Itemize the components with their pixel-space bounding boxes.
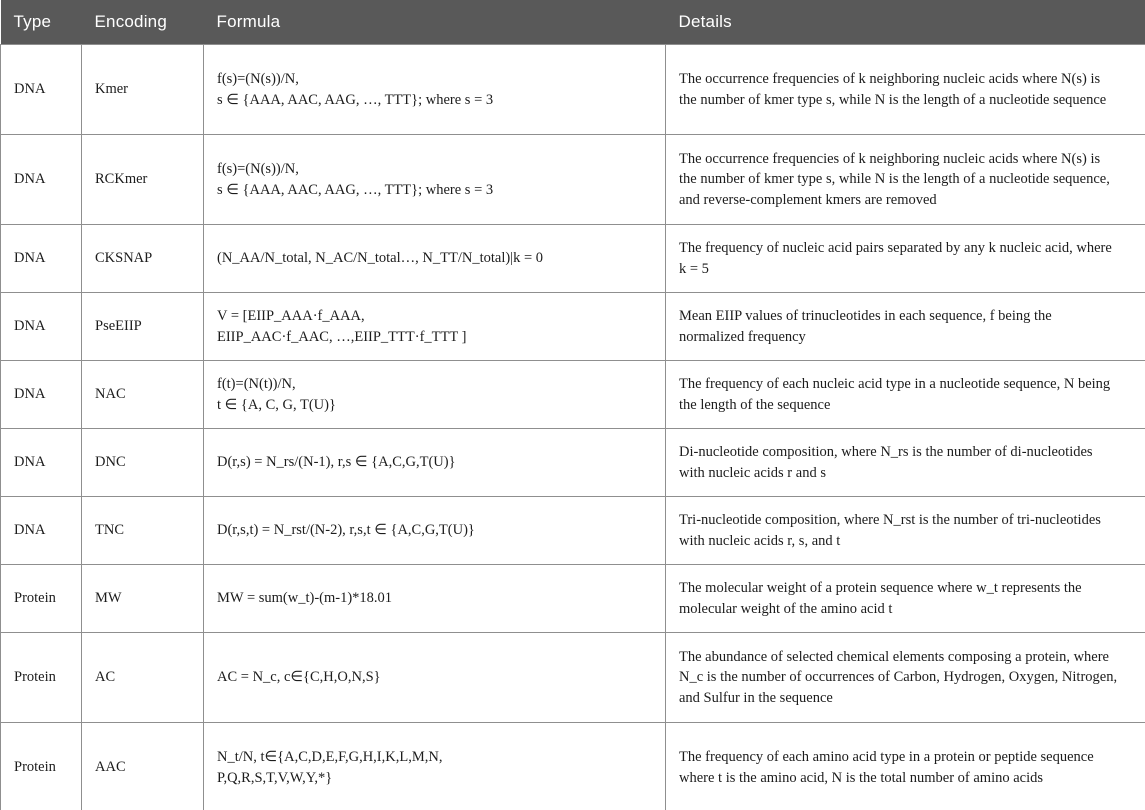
cell-formula (204, 293, 666, 361)
formula-line: EIIP_AAC·f_AAC, …,EIIP_TTT·f_TTT ] (217, 328, 467, 345)
cell-encoding: TNC (82, 497, 204, 565)
cell-encoding: AAC (82, 723, 204, 810)
cell-details: Di-nucleotide composition, where N_rs is the number of di-nucleotides with nucleic acids r and s (666, 429, 1145, 497)
cell-type: DNA (1, 497, 82, 565)
formula-line: MW = sum(w_t)-(m-1)*18.01 (217, 590, 393, 607)
cell-details: The occurrence frequencies of k neighboring nucleic acids where N(s) is the number of kmer type s, while N is the length of a nucleotide sequence, and reverse-complement kmers are removed (666, 135, 1145, 225)
cell-formula (204, 429, 666, 497)
formula-line: N_t/N, t∈{A,C,D,E,F,G,H,I,K,L,M,N, (217, 748, 443, 765)
cell-details: The frequency of each nucleic acid type in a nucleotide sequence, N being the length of the sequence (666, 361, 1145, 429)
table-header (1, 0, 1145, 45)
cell-encoding: RCKmer (82, 135, 204, 225)
column-header-type: Type (1, 0, 82, 45)
cell-type: DNA (1, 225, 82, 293)
formula-line: s ∈ {AAA, AAC, AAG, …, TTT}; where s = 3 (217, 181, 494, 198)
formula-line: D(r,s,t) = N_rst/(N-2), r,s,t ∈ {A,C,G,T(U)} (217, 522, 475, 539)
cell-encoding: MW (82, 565, 204, 633)
cell-details: The frequency of nucleic acid pairs separated by any k nucleic acid, where k = 5 (666, 225, 1145, 293)
column-header-details: Details (666, 0, 1145, 45)
cell-type: DNA (1, 135, 82, 225)
cell-type: DNA (1, 361, 82, 429)
cell-formula (204, 225, 666, 293)
cell-type: DNA (1, 293, 82, 361)
formula-line: f(s)=(N(s))/N, (217, 160, 299, 177)
table-body (1, 45, 1145, 810)
cell-type: Protein (1, 723, 82, 810)
formula-line: AC = N_c, c∈{C,H,O,N,S} (217, 669, 381, 686)
cell-type: DNA (1, 429, 82, 497)
formula-line: D(r,s) = N_rs/(N-1), r,s ∈ {A,C,G,T(U)} (217, 454, 456, 471)
formula-line: f(t)=(N(t))/N, (217, 375, 296, 392)
cell-type: Protein (1, 565, 82, 633)
cell-details: The molecular weight of a protein sequence where w_t represents the molecular weight of the amino acid t (666, 565, 1145, 633)
table-row (1, 293, 1145, 361)
cell-encoding: CKSNAP (82, 225, 204, 293)
table-row (1, 497, 1145, 565)
cell-details: Mean EIIP values of trinucleotides in each sequence, f being the normalized frequency (666, 293, 1145, 361)
cell-type: DNA (1, 45, 82, 135)
formula-line: V = [EIIP_AAA·f_AAA, (217, 307, 365, 324)
table-row (1, 135, 1145, 225)
column-header-encoding: Encoding (82, 0, 204, 45)
cell-details: The frequency of each amino acid type in a protein or peptide sequence where t is the amino acid, N is the total number of amino acids (666, 723, 1145, 810)
table-row (1, 633, 1145, 723)
cell-formula (204, 497, 666, 565)
cell-details: Tri-nucleotide composition, where N_rst is the number of tri-nucleotides with nucleic acids r, s, and t (666, 497, 1145, 565)
cell-details: The occurrence frequencies of k neighboring nucleic acids where N(s) is the number of kmer type s, while N is the length of a nucleotide sequence (666, 45, 1145, 135)
formula-line: P,Q,R,S,T,V,W,Y,*} (217, 769, 333, 786)
table-row (1, 723, 1145, 810)
formula-line: s ∈ {AAA, AAC, AAG, …, TTT}; where s = 3 (217, 91, 494, 108)
cell-encoding: Kmer (82, 45, 204, 135)
cell-encoding: DNC (82, 429, 204, 497)
cell-formula (204, 45, 666, 135)
header-row (1, 0, 1145, 45)
formula-line: t ∈ {A, C, G, T(U)} (217, 396, 336, 413)
cell-details: The abundance of selected chemical elements composing a protein, where N_c is the number of occurrences of Carbon, Hydrogen, Oxygen, Nitrogen, and Sulfur in the sequence (666, 633, 1145, 723)
table-row (1, 45, 1145, 135)
formula-line: (N_AA/N_total, N_AC/N_total…, N_TT/N_total)|k = 0 (217, 250, 544, 267)
table-row (1, 225, 1145, 293)
cell-encoding: AC (82, 633, 204, 723)
table-row (1, 429, 1145, 497)
cell-formula (204, 135, 666, 225)
table-row (1, 361, 1145, 429)
cell-encoding: PseEIIP (82, 293, 204, 361)
cell-formula (204, 565, 666, 633)
cell-formula (204, 633, 666, 723)
cell-formula (204, 361, 666, 429)
formula-line: f(s)=(N(s))/N, (217, 70, 299, 87)
cell-formula (204, 723, 666, 810)
cell-type: Protein (1, 633, 82, 723)
table-row (1, 565, 1145, 633)
cell-encoding: NAC (82, 361, 204, 429)
column-header-formula: Formula (204, 0, 666, 45)
